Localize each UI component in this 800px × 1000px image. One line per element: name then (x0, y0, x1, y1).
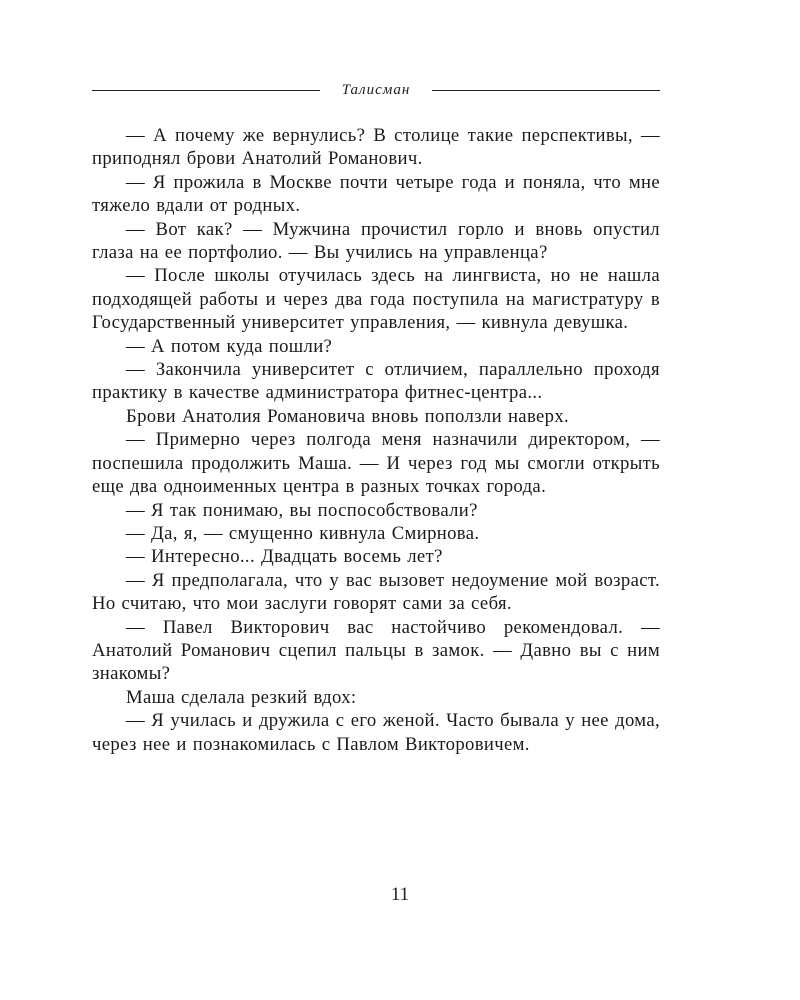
paragraph: Маша сделала резкий вдох: (126, 686, 357, 708)
paragraph: — Интересно... Двадцать восемь лет? (126, 546, 443, 568)
paragraph: — Я так понимаю, вы поспособствовали? (126, 499, 478, 521)
page-number: 11 (390, 884, 410, 905)
paragraph: — Да, я, — смущенно кивнула Смирнова. (126, 522, 480, 544)
paragraph: — После школы отучилась здесь на лингвиста, но не нашла подходящей работы и через два года поступила на магистратуру в Государственный университет управления, — кивнула девушка. (92, 265, 660, 334)
running-title: Талисман (341, 81, 411, 98)
paragraph: — Павел Викторович вас настойчиво рекомендовал. — Анатолий Романович сцепил пальцы в замок. — Давно вы с ним знакомы? (92, 616, 660, 685)
header-rule-left (92, 90, 320, 91)
paragraph: — Я прожила в Москве почти четыре года и поняла, что мне тяжело вдали от родных. (92, 171, 660, 217)
paragraph: — Вот как? — Мужчина прочистил горло и вновь опустил глаза на ее портфолио. — Вы учились на управленца? (92, 218, 660, 264)
paragraph: — Примерно через полгода меня назначили директором, — поспешила продолжить Маша. — И через год мы смогли открыть еще два одноименных центра в разных точках города. (92, 429, 660, 498)
paragraph: — А потом куда пошли? (126, 335, 333, 357)
page-text (92, 124, 660, 756)
paragraph: — Я предполагала, что у вас вызовет недоумение мой возраст. Но считаю, что мои заслуги говорят сами за себя. (92, 569, 660, 615)
paragraph: — Я училась и дружила с его женой. Часто бывала у нее дома, через нее и познакомилась с Павлом Викторовичем. (92, 710, 660, 755)
paragraph: — Закончила университет с отличием, параллельно проходя практику в качестве администратора фитнес-центра... (92, 359, 660, 404)
running-header (92, 78, 660, 102)
paragraph: Брови Анатолия Романовича вновь поползли наверх. (126, 405, 570, 427)
header-rule-right (432, 90, 660, 91)
paragraph: — А почему же вернулись? В столице такие перспективы, — приподнял брови Анатолий Романович. (92, 125, 660, 170)
